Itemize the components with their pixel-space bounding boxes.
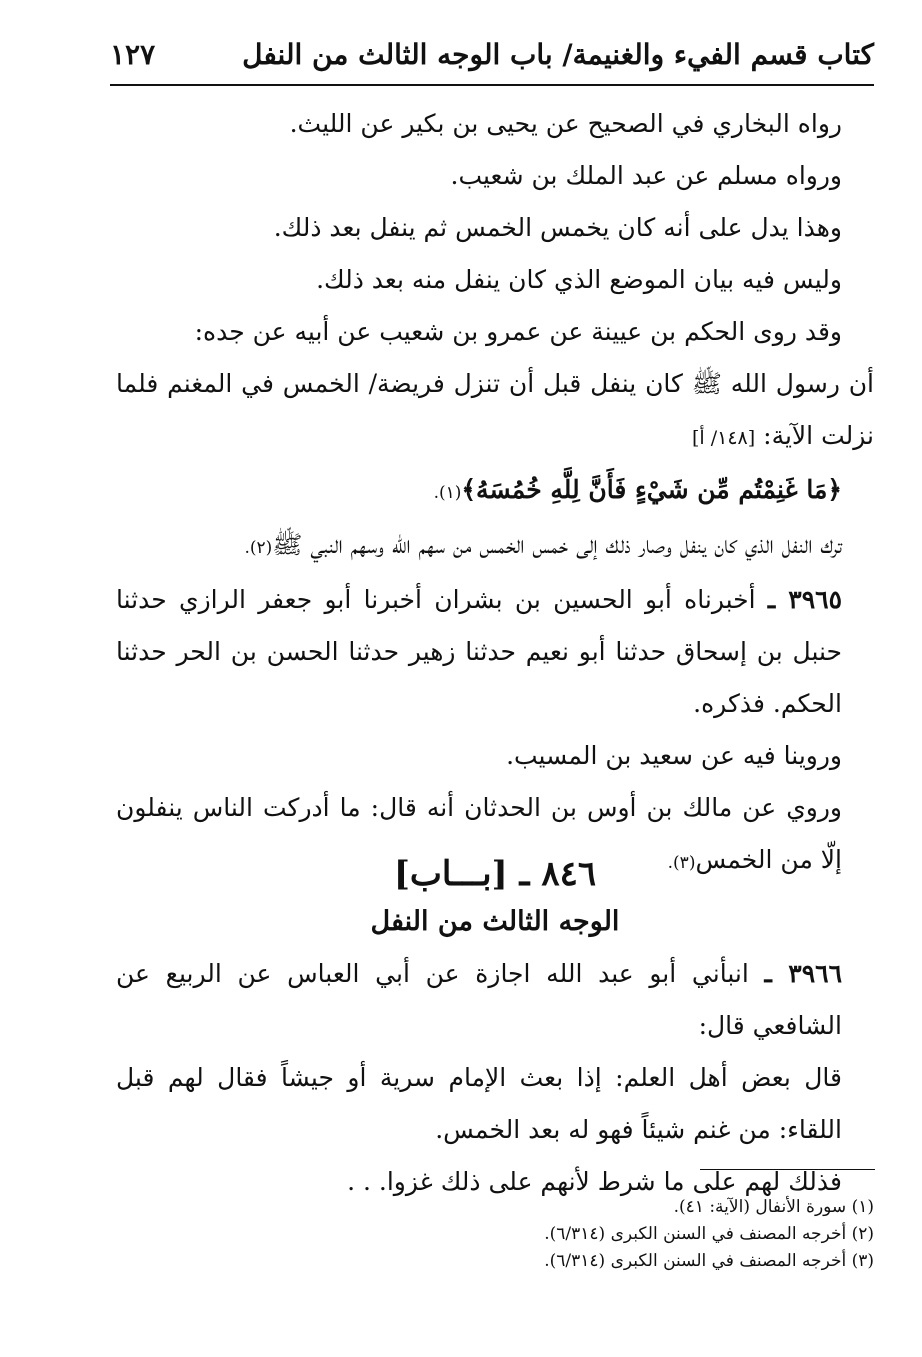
hadith-paragraph: [116, 948, 874, 1052]
paragraph-text: ترك النفل الذي كان ينفل وصار ذلك إلى خمس الخمس من سهم الله وسهم النبي ﷺ: [272, 530, 842, 559]
paragraph: وقد روى الحكم بن عيينة عن عمرو بن شعيب عن أبيه عن جده:: [194, 317, 842, 346]
quran-verse: [116, 464, 874, 519]
hadith-paragraph: [116, 574, 874, 730]
paragraph: [116, 519, 874, 574]
chapter-title: ٨٤٦ ـ [بـــاب]: [393, 854, 597, 894]
verse-text: ﴿مَا غَنِمْتُم مِّن شَيْءٍ فَأَنَّ لِلَّهِ خُمُسَهُ﴾: [461, 475, 842, 504]
footnote: (٣) أخرجه المصنف في السنن الكبرى (٦/٣١٤).: [544, 1251, 874, 1271]
footnote: (١) سورة الأنفال (الآية: ٤١).: [673, 1197, 874, 1217]
paragraph-text: انبأني أبو عبد الله اجازة عن أبي العباس عن الربيع عن الشافعي قال:: [116, 959, 842, 1040]
paragraph: وليس فيه بيان الموضع الذي كان ينفل منه بعد ذلك.: [316, 265, 842, 294]
page-header: [110, 32, 874, 86]
footnote-divider: [700, 1169, 875, 1170]
paragraph: قال بعض أهل العلم: إذا بعث الإمام سرية أو جيشاً فقال لهم قبل اللقاء: من غنم شيئاً فهو له بعد الخمس.: [116, 1063, 842, 1144]
hadith-number: ٣٩٦٥ ـ: [767, 585, 843, 614]
paragraph: وهذا يدل على أنه كان يخمس الخمس ثم ينفل بعد ذلك.: [273, 213, 842, 242]
chapter-heading: [116, 848, 874, 944]
paragraph-text: أن رسول الله ﷺ كان ينفل قبل أن تنزل فريضة/ الخمس في المغنم فلما نزلت الآية:: [116, 369, 874, 450]
paragraph: ورواه مسلم عن عبد الملك بن شعيب.: [450, 161, 842, 190]
paragraph: رواه البخاري في الصحيح عن يحيى بن بكير عن الليث.: [289, 109, 842, 138]
page-number: ١٢٧: [110, 38, 156, 71]
hadith-number: ٣٩٦٦ ـ: [764, 959, 843, 988]
chapter-subtitle: الوجه الثالث من النفل: [370, 906, 620, 937]
footnote: (٢) أخرجه المصنف في السنن الكبرى (٦/٣١٤).: [544, 1224, 874, 1244]
folio-marker: [١٤٨/ أ]: [692, 427, 756, 449]
footnote-ref: (١).: [433, 483, 462, 503]
paragraph-text: أخبرناه أبو الحسين بن بشران أخبرنا أبو جعفر الرازي حدثنا حنبل بن إسحاق حدثنا أبو نعيم حدثنا زهير حدثنا الحسن بن الحر حدثنا الحكم. فذكره.: [116, 585, 842, 718]
paragraph-text: وروي عن مالك بن أوس بن الحدثان أنه قال: ما أدركت الناس ينفلون إلّا من الخمس: [116, 793, 842, 874]
footnote-ref: (٢).: [244, 538, 273, 558]
footnotes: [116, 1194, 874, 1275]
paragraph: فذلك لهم على ما شرط لأنهم على ذلك غزوا. . .: [347, 1167, 842, 1196]
running-title: كتاب قسم الفيء والغنيمة/ باب الوجه الثالث من النفل: [242, 38, 874, 71]
footnote-ref: (٣).: [667, 853, 696, 873]
main-text: [116, 98, 874, 889]
paragraph: وروينا فيه عن سعيد بن المسيب.: [506, 741, 842, 770]
paragraph: [116, 358, 874, 464]
